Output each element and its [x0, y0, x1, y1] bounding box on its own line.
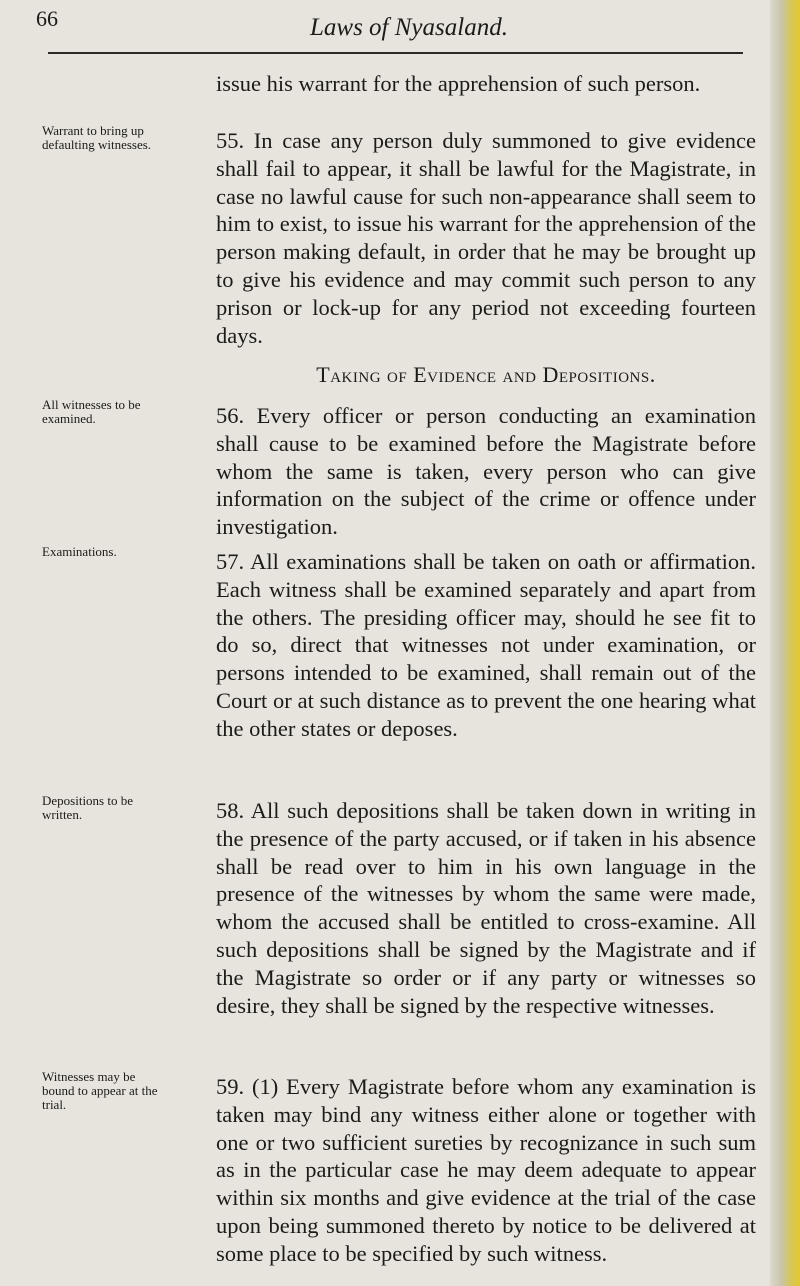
- margin-note-depositions: Depositions to be written.: [42, 793, 133, 822]
- page-number: 66: [36, 6, 58, 31]
- section-57: 57. All examinations shall be taken on oath or affirmation. Each witness shall be examined separately and apart from the others. The presiding officer may, should he see fit to do so, direct that witnesses not under examination, or persons intended to be examined, shall remain out of the Court or at such distance as to prevent the one hearing what the other states or deposes.: [216, 549, 756, 741]
- section-heading: Taking of Evidence and Depositions.: [316, 362, 656, 387]
- section-59: 59. (1) Every Magistrate before whom any examination is taken may bind any witness either alone or together with one or two sufficient sureties by recognizance in such sum as in the particular case he may deem adequate to appear within six months and give evidence at the trial of the case upon being summoned thereto by notice to be delivered at some place to be specified by such witness.: [216, 1074, 756, 1266]
- running-head: Laws of Nyasaland.: [310, 14, 508, 41]
- margin-note-all-witnesses: All witnesses to be examined.: [42, 397, 141, 426]
- section-55: 55. In case any person duly summoned to give evidence shall fail to appear, it shall be lawful for the Magistrate, in case no lawful cause for such non-appearance shall seem to him to exist, to issue his warrant for the apprehension of the person making default, in order that he may be brought up to give his evidence and may commit such person to any prison or lock-up for any period not exceeding fourteen days.: [216, 128, 756, 348]
- paragraph-continuation: issue his warrant for the apprehension of such person.: [216, 71, 701, 96]
- section-58: 58. All such depositions shall be taken down in writing in the presence of the party accused, or if taken in his absence shall be read over to him in his own language in the presence of the witnesses by whom the same were made, whom the accused shall be entitled to cross-examine. All such depositions shall be signed by the Magistrate and if the Magistrate so order or if any party or witnesses so desire, they shall be signed by the respective witnesses.: [216, 798, 756, 1018]
- margin-note-warrant: Warrant to bring up defaulting witnesses.: [42, 123, 152, 152]
- header-rule: [48, 52, 743, 54]
- section-56: 56. Every officer or person conducting an examination shall cause to be examined before the Magistrate before whom the same is taken, every person who can give information on the subject of the crime or offence under investigation.: [216, 403, 756, 540]
- page-edge: [770, 0, 800, 1286]
- margin-note-witnesses-bound: Witnesses may be bound to appear at the trial.: [42, 1069, 158, 1112]
- margin-note-examinations: Examinations.: [42, 544, 117, 559]
